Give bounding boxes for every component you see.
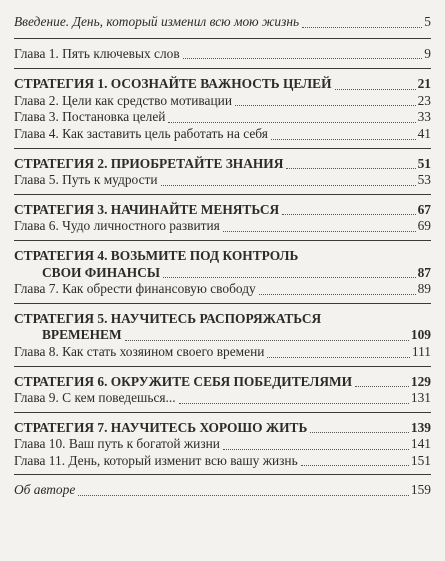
table-of-contents <box>14 12 431 499</box>
toc-section-strategy-2 <box>14 149 431 194</box>
entry-title: Введение. День, который изменил всю мою жизнь <box>14 14 300 29</box>
dot-leader <box>302 27 422 28</box>
dot-leader <box>310 432 409 433</box>
entry-title: Глава 6. Чудо личностного развития <box>14 218 220 234</box>
dot-leader <box>355 386 409 387</box>
entry-page-number: 41 <box>417 125 431 141</box>
toc-entry-intro <box>14 14 431 31</box>
entry-page-number: 159 <box>410 482 431 498</box>
strategy-title-continued: ВРЕМЕНЕМ <box>42 327 122 343</box>
entry-page-number: 111 <box>411 343 431 359</box>
dot-leader <box>168 122 415 123</box>
toc-section-strategy-6 <box>14 367 431 412</box>
toc-entry-chapter-4 <box>14 126 431 143</box>
strategy-title: СТРАТЕГИЯ 4. ВОЗЬМИТЕ ПОД КОНТРОЛЬ <box>14 247 299 263</box>
toc-entry-about-author <box>14 482 431 499</box>
dot-leader <box>163 277 416 278</box>
dot-leader <box>286 168 415 169</box>
dot-leader <box>282 214 415 215</box>
dot-leader <box>301 465 409 466</box>
strategy-title: СТРАТЕГИЯ 2. ПРИОБРЕТАЙТЕ ЗНАНИЯ <box>14 155 284 171</box>
toc-entry-chapter-1 <box>14 46 431 63</box>
strategy-heading <box>14 374 431 391</box>
strategy-title: СТРАТЕГИЯ 1. ОСОЗНАЙТЕ ВАЖНОСТЬ ЦЕЛЕЙ <box>14 76 332 92</box>
toc-entry-chapter-5 <box>14 172 431 189</box>
toc-entry-chapter-3 <box>14 109 431 126</box>
entry-page-number: 151 <box>410 452 431 468</box>
strategy-heading <box>14 202 431 219</box>
dot-leader <box>223 231 416 232</box>
strategy-title: СТРАТЕГИЯ 3. НАЧИНАЙТЕ МЕНЯТЬСЯ <box>14 201 280 217</box>
entry-title: Глава 10. Ваш путь к богатой жизни <box>14 436 220 452</box>
toc-entry-chapter-11 <box>14 453 431 470</box>
toc-entry-chapter-9 <box>14 390 431 407</box>
strategy-title-continued-row <box>14 265 431 282</box>
strategy-heading <box>14 311 431 344</box>
entry-title: Глава 3. Постановка целей <box>14 109 166 125</box>
entry-page-number: 89 <box>417 281 431 297</box>
strategy-page-number: 129 <box>410 373 431 389</box>
strategy-page-number: 21 <box>417 76 431 92</box>
toc-entry-chapter-7 <box>14 281 431 298</box>
toc-entry-chapter-6 <box>14 218 431 235</box>
entry-title: Глава 9. С кем поведешься... <box>14 390 176 406</box>
entry-page-number: 131 <box>410 390 431 406</box>
toc-section-chapter-1 <box>14 39 431 69</box>
strategy-title: СТРАТЕГИЯ 5. НАУЧИТЕСЬ РАСПОРЯЖАТЬСЯ <box>14 310 322 326</box>
entry-title: Глава 11. День, который изменит всю вашу жизнь <box>14 452 298 468</box>
strategy-page-number: 51 <box>417 155 431 171</box>
dot-leader <box>183 58 423 59</box>
entry-title: Глава 2. Цели как средство мотивации <box>14 92 232 108</box>
entry-title: Глава 5. Путь к мудрости <box>14 172 158 188</box>
entry-page-number: 141 <box>410 436 431 452</box>
entry-page-number: 53 <box>417 172 431 188</box>
toc-section-strategy-3 <box>14 195 431 240</box>
toc-section-about-author <box>14 475 431 499</box>
strategy-title-continued-row <box>14 327 431 344</box>
strategy-title: СТРАТЕГИЯ 7. НАУЧИТЕСЬ ХОРОШО ЖИТЬ <box>14 419 308 435</box>
toc-entry-chapter-2 <box>14 93 431 110</box>
toc-section-intro <box>14 12 431 38</box>
strategy-page-number: 67 <box>417 201 431 217</box>
dot-leader <box>271 139 416 140</box>
dot-leader <box>78 495 409 496</box>
strategy-page-number: 109 <box>410 327 431 343</box>
toc-entry-chapter-10 <box>14 436 431 453</box>
entry-title: Глава 1. Пять ключевых слов <box>14 45 180 61</box>
entry-title: Глава 7. Как обрести финансовую свободу <box>14 281 256 297</box>
dot-leader <box>161 185 416 186</box>
toc-entry-chapter-8 <box>14 344 431 361</box>
entry-page-number: 33 <box>417 109 431 125</box>
strategy-heading <box>14 248 431 281</box>
dot-leader <box>235 105 416 106</box>
entry-title: Глава 8. Как стать хозяином своего времени <box>14 343 265 359</box>
dot-leader <box>259 294 416 295</box>
dot-leader <box>335 89 416 90</box>
entry-page-number: 9 <box>424 45 431 61</box>
dot-leader <box>179 403 409 404</box>
strategy-title-continued: СВОИ ФИНАНСЫ <box>42 264 161 280</box>
entry-page-number: 23 <box>417 92 431 108</box>
entry-title: Об авторе <box>14 482 76 498</box>
entry-page-number: 5 <box>424 14 431 29</box>
dot-leader <box>125 340 409 341</box>
dot-leader <box>223 449 409 450</box>
strategy-title: СТРАТЕГИЯ 6. ОКРУЖИТЕ СЕБЯ ПОБЕДИТЕЛЯМИ <box>14 373 353 389</box>
toc-section-strategy-7 <box>14 413 431 475</box>
toc-section-strategy-1 <box>14 69 431 147</box>
toc-section-strategy-4 <box>14 241 431 303</box>
entry-page-number: 69 <box>417 218 431 234</box>
strategy-heading <box>14 420 431 437</box>
strategy-heading <box>14 156 431 173</box>
strategy-page-number: 139 <box>410 419 431 435</box>
strategy-heading <box>14 76 431 93</box>
strategy-page-number: 87 <box>417 264 431 280</box>
toc-section-strategy-5 <box>14 304 431 366</box>
entry-title: Глава 4. Как заставить цель работать на себя <box>14 125 268 141</box>
dot-leader <box>267 357 409 358</box>
